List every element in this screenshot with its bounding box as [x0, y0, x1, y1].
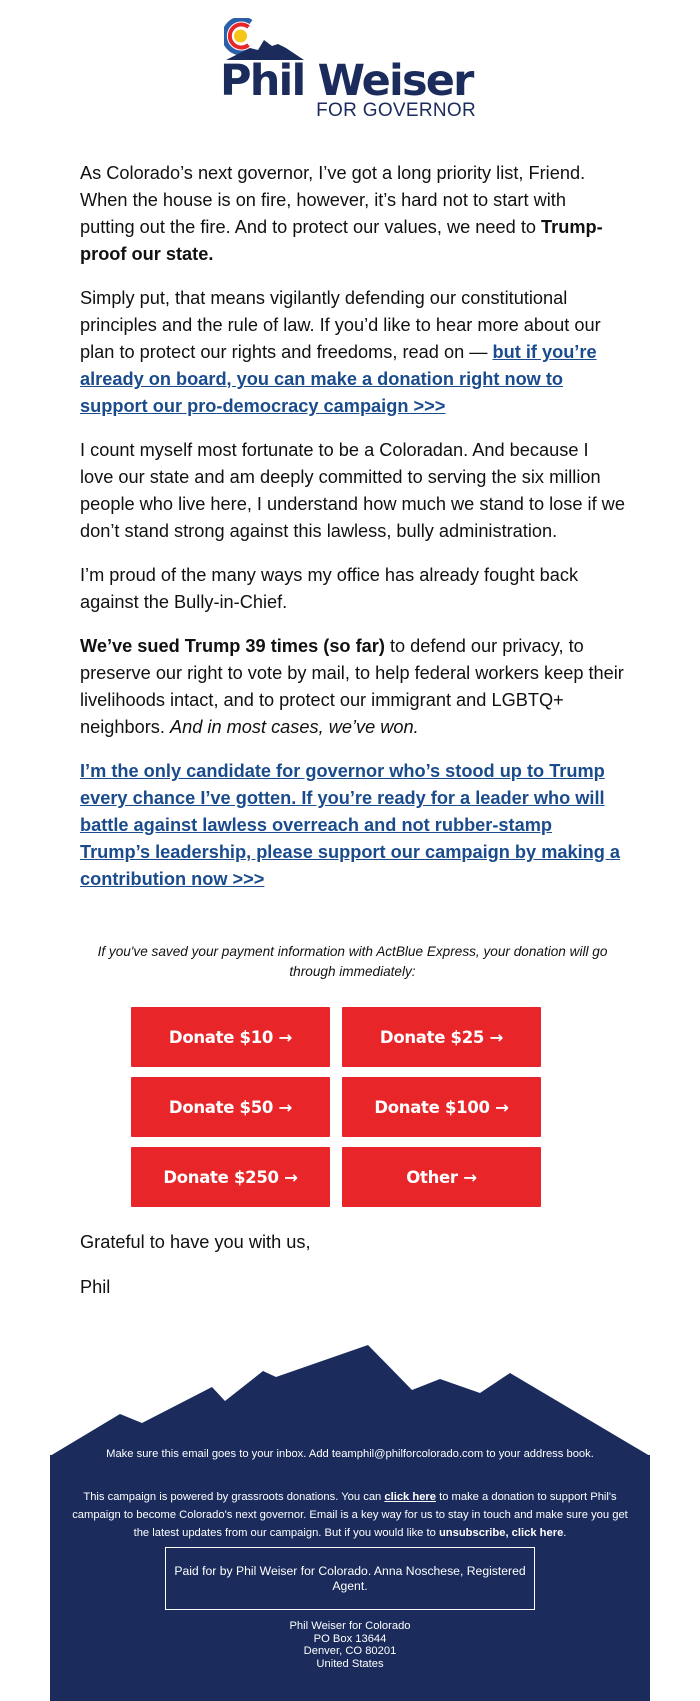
footer: [50, 1448, 650, 1701]
donate-100-button[interactable]: Donate $100 →: [342, 1077, 541, 1137]
closing-line: Grateful to have you with us,: [80, 1232, 311, 1252]
mailing-address: [50, 1620, 650, 1670]
email-body: [80, 160, 625, 910]
unsubscribe-link[interactable]: unsubscribe, click here: [438, 1527, 564, 1539]
logo-name: Phil Weiser: [220, 56, 473, 106]
footer-body-text-3: .: [563, 1527, 567, 1539]
sued-text: to defend our privacy, to preserve our right to vote by mail, to help federal workers keep their livelihoods intact, and to protect our immigrant and LGBTQ+ neighbors.: [80, 636, 624, 737]
intro-bold: Trump-proof our state.: [80, 217, 603, 264]
paragraph-proud: I’m proud of the many ways my office has already fought back against the Bully-in-Chief.: [80, 565, 579, 612]
footer-body-text-1: This campaign is powered by grassroots donations. You can: [83, 1491, 385, 1503]
paragraph-cta: [80, 758, 625, 893]
donate-link-cta[interactable]: I’m the only candidate for governor who’s stood up to Trump every chance I’ve gotten. If you’re ready for a leader who will battle against lawless overreach and not rubber-stamp Trump’s leadership, please support our campaign by making a contribution now >>>: [80, 761, 621, 889]
colorado-c-mountain-icon: [224, 18, 308, 60]
donate-25-button[interactable]: Donate $25 →: [342, 1007, 541, 1067]
paragraph-plan: [80, 285, 625, 420]
address-line1: PO Box 13644: [313, 1632, 387, 1645]
signature: Phil: [80, 1277, 111, 1297]
mountain-silhouette-icon: [50, 1340, 650, 1460]
donate-link-inline[interactable]: but if you’re already on board, you can make a donation right now to support our pro-democracy campaign >>>: [80, 342, 597, 416]
plan-text: Simply put, that means vigilantly defending our constitutional principles and the rule of law. If you’d like to hear more about our plan to protect our rights and freedoms, read on —: [80, 288, 601, 362]
footer-inbox-note: Make sure this email goes to your inbox. Add teamphil@philforcolorado.com to your address book.: [106, 1448, 594, 1460]
footer-body-text-2: to make a donation to support Phil's campaign to become Colorado's next governor. Email is a key way for us to stay in touch and make sure you get the latest updates from our campaign. But if you would like to: [72, 1491, 628, 1539]
donate-10-button[interactable]: Donate $10 →: [131, 1007, 330, 1067]
address-country: United States: [316, 1657, 384, 1670]
paragraph-coloradan: I count myself most fortunate to be a Coloradan. And because I love our state and am deeply committed to serving the six million people who live here, I understand how much we stand to lose if we don’t stand strong against this lawless, bully administration.: [80, 440, 625, 541]
paragraph-sued: [80, 633, 625, 741]
sued-bold: We’ve sued Trump 39 times (so far): [80, 636, 385, 656]
donate-50-button[interactable]: Donate $50 →: [131, 1077, 330, 1137]
footer-donate-link[interactable]: click here: [384, 1491, 436, 1503]
paid-for-disclaimer: Paid for by Phil Weiser for Colorado. Anna Noschese, Registered Agent.: [165, 1547, 535, 1610]
logo-subtitle: FOR GOVERNOR: [316, 100, 476, 121]
sued-italic: And in most cases, we’ve won.: [170, 717, 419, 737]
donate-250-button[interactable]: Donate $250 →: [131, 1147, 330, 1207]
paragraph-intro: [80, 160, 625, 268]
intro-text: As Colorado’s next governor, I’ve got a long priority list, Friend. When the house is on fire, however, it’s hard not to start with putting out the fire. And to protect our values, we need to: [80, 163, 586, 237]
footer-body: [70, 1488, 630, 1542]
address-name: Phil Weiser for Colorado: [289, 1620, 411, 1632]
address-line2: Denver, CO 80201: [303, 1645, 397, 1657]
actblue-note: If you've saved your payment information with ActBlue Express, your donation will go through immediately:: [97, 944, 608, 979]
campaign-logo[interactable]: [220, 18, 480, 122]
donate-other-button[interactable]: Other →: [342, 1147, 541, 1207]
